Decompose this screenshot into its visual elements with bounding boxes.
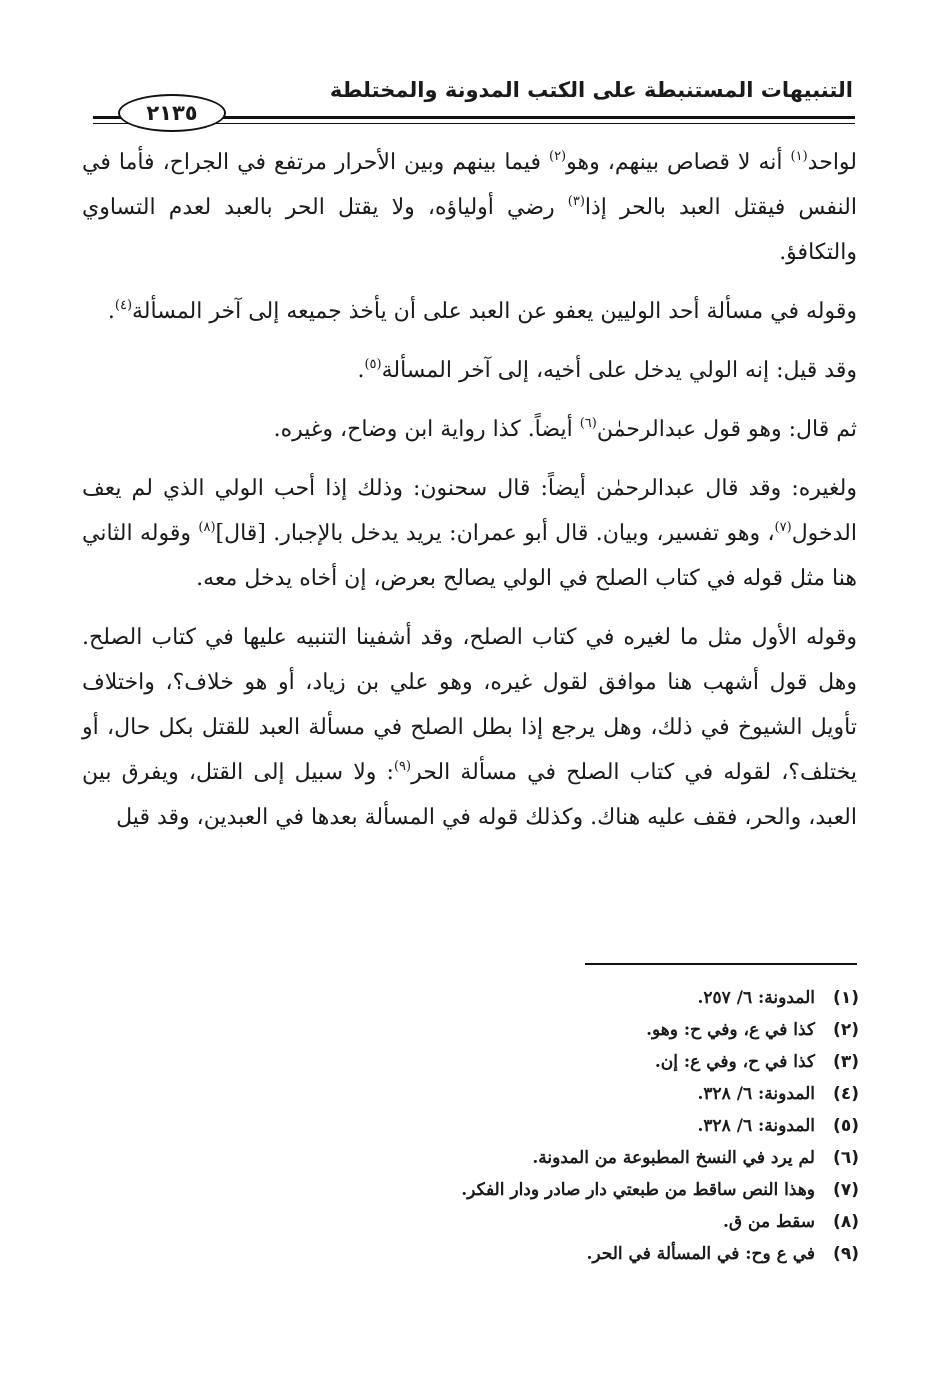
paragraph: [82, 615, 857, 840]
text-run: أنه لا قصاص بينهم، وهو: [566, 150, 791, 175]
footnote: [159, 1046, 859, 1078]
footnote-number: (٨): [833, 1212, 859, 1232]
text-run: وقوله الأول مثل ما لغيره في كتاب الصلح، وقد أشفينا التنبيه عليها في كتاب الصلح. وهل قول أشهب هنا موافق لقول غيره، وهو علي بن زياد، أو هو خلاف؟، واختلاف تأويل الشيوخ في ذلك، وهل يرجع إذا بطل الصلح في مسألة العبد للقتل بكل حال، أو يختلف؟، لقوله في كتاب الصلح في مسألة الحر: [82, 625, 857, 785]
footnote: [159, 1206, 859, 1238]
footnote-marker: (٩): [393, 759, 412, 774]
text-run: وقوله الثاني هنا مثل قوله في كتاب الصلح في الولي يصالح بعرض، إن أخاه يدخل معه.: [82, 521, 857, 591]
text-run: رضي أولياؤه، ولا يقتل الحر بالعبد لعدم التساوي والتكافؤ.: [82, 195, 857, 265]
footnote-marker: (٢): [548, 149, 567, 164]
text-run: أيضاً. كذا رواية ابن وضاح، وغيره.: [273, 417, 580, 442]
footnote-number: (٢): [833, 1020, 859, 1040]
text-run: ثم قال: وهو قول عبدالرحمٰن: [596, 417, 857, 442]
footnote-text: في ع وح: في المسألة في الحر.: [586, 1244, 815, 1264]
text-run: .: [357, 358, 365, 383]
footnote-number: (٦): [833, 1148, 859, 1168]
footnote: [159, 1142, 859, 1174]
main-text: [82, 140, 857, 854]
footnote-marker: (٦): [579, 416, 597, 431]
footnote: [159, 1110, 859, 1142]
footnote-text: وهذا النص ساقط من طبعتي دار صادر ودار الفكر.: [461, 1180, 815, 1200]
running-title: التنبيهات المستنبطة على الكتب المدونة والمختلطة: [329, 78, 853, 102]
footnote-number: (٧): [833, 1180, 859, 1200]
footnote-text: المدونة: ٦/ ٣٢٨.: [697, 1084, 815, 1104]
footnote-marker: (٤): [114, 298, 133, 313]
footnote-text: سقط من ق.: [723, 1212, 815, 1232]
text-run: ، وهو تفسير، وبيان. قال أبو عمران: يريد يدخل بالإجبار. [قال]: [215, 521, 775, 546]
paragraph: [82, 466, 857, 601]
footnote-marker: (٨): [198, 520, 216, 535]
footnote-text: المدونة: ٦/ ٢٥٧.: [697, 988, 815, 1008]
footnote-text: كذا في ح، وفي ع: إن.: [654, 1052, 815, 1072]
footnote-separator: [585, 963, 857, 965]
footnote: [159, 1078, 859, 1110]
footnote: [159, 1238, 859, 1270]
footnote-marker: (٣): [567, 194, 585, 209]
text-run: لواحد: [807, 150, 857, 175]
footnote-marker: (١): [790, 149, 808, 164]
footnote: [159, 1174, 859, 1206]
footnote-text: كذا في ع، وفي ح: وهو.: [646, 1020, 815, 1040]
text-run: ولغيره: وقد قال عبدالرحمٰن أيضاً: قال سحنون: وذلك إذا أحب الولي الذي لم يعف الدخول: [82, 476, 857, 546]
footnote-text: لم يرد في النسخ المطبوعة من المدونة.: [532, 1148, 815, 1168]
text-run: وقد قيل: إنه الولي يدخل على أخيه، إلى آخر المسألة: [381, 358, 857, 383]
text-run: .: [107, 299, 115, 324]
footnote: [159, 982, 859, 1014]
footnote-marker: (٥): [364, 357, 382, 372]
page-number: ٢١٣٥: [118, 94, 226, 132]
footnote-number: (٣): [833, 1052, 859, 1072]
text-run: وقوله في مسألة أحد الوليين يعفو عن العبد على أن يأخذ جميعه إلى آخر المسألة: [132, 299, 857, 324]
paragraph: [82, 289, 857, 334]
footnote-number: (٥): [833, 1116, 859, 1136]
footnote: [159, 1014, 859, 1046]
paragraph: [82, 348, 857, 393]
paragraph: [82, 407, 857, 452]
footnote-number: (٤): [833, 1084, 859, 1104]
text-run: : ولا سبيل إلى القتل، ويفرق بين العبد، والحر، فقف عليه هناك. وكذلك قوله في المسألة بعدها في العبدين، وقد قيل: [82, 760, 857, 830]
footnote-number: (١): [833, 988, 859, 1008]
footnote-marker: (٧): [774, 520, 792, 535]
text-run: فيما بينهم وبين الأحرار مرتفع في الجراح، فأما في النفس فيقتل العبد بالحر إذا: [82, 150, 857, 220]
footnotes-list: [159, 982, 859, 1270]
footnote-text: المدونة: ٦/ ٣٢٨.: [697, 1116, 815, 1136]
footnote-number: (٩): [833, 1244, 859, 1264]
paragraph: [82, 140, 857, 275]
